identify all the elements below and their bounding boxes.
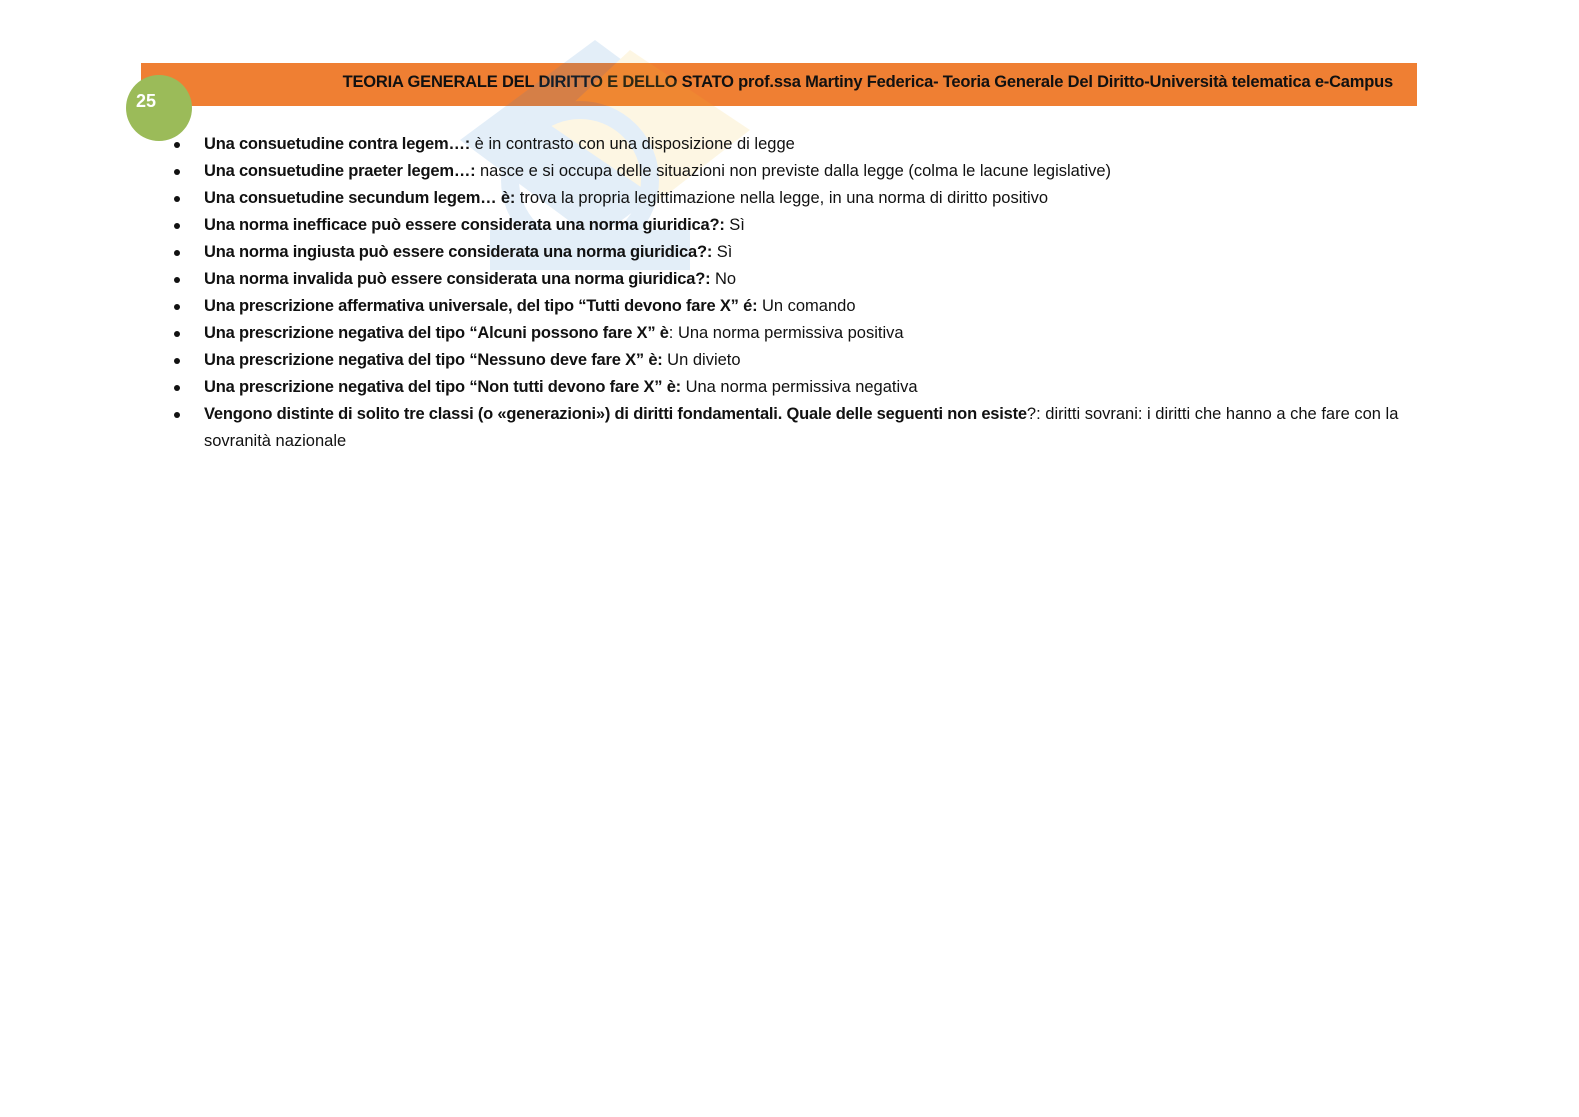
answer-text: No bbox=[710, 270, 737, 288]
answer-text: Un divieto bbox=[662, 351, 741, 369]
document-header-title: TEORIA GENERALE DEL DIRITTO E DELLO STATO prof.ssa Martiny Federica- Teoria Generale Del Diritto-Università telematica e-Campus bbox=[342, 73, 1393, 91]
bullet-icon bbox=[174, 142, 180, 148]
question-text: Una consuetudine praeter legem…: bbox=[204, 162, 476, 180]
qa-bullet-list bbox=[174, 131, 1414, 455]
bullet-icon bbox=[174, 412, 180, 418]
answer-text: trova la propria legittimazione nella legge, in una norma di diritto positivo bbox=[515, 189, 1049, 207]
question-text: Una norma invalida può essere considerata una norma giuridica?: bbox=[204, 270, 711, 288]
list-item bbox=[174, 293, 1414, 320]
answer-text: : Una norma permissiva positiva bbox=[668, 324, 904, 342]
list-item bbox=[174, 266, 1414, 293]
list-item bbox=[174, 347, 1414, 374]
answer-text: Sì bbox=[724, 216, 745, 234]
list-item bbox=[174, 158, 1414, 185]
bullet-icon bbox=[174, 385, 180, 391]
bullet-icon bbox=[174, 304, 180, 310]
list-item bbox=[174, 374, 1414, 401]
bullet-icon bbox=[174, 196, 180, 202]
bullet-icon bbox=[174, 277, 180, 283]
answer-text: nasce e si occupa delle situazioni non previste dalla legge (colma le lacune legislative) bbox=[475, 162, 1112, 180]
bullet-icon bbox=[174, 250, 180, 256]
list-item bbox=[174, 131, 1414, 158]
answer-text: Un comando bbox=[757, 297, 856, 315]
answer-text: Una norma permissiva negativa bbox=[680, 378, 918, 396]
list-item bbox=[174, 212, 1414, 239]
list-item bbox=[174, 239, 1414, 266]
list-item bbox=[174, 185, 1414, 212]
header-band bbox=[141, 63, 1417, 106]
question-text: Una consuetudine contra legem…: bbox=[204, 135, 471, 153]
bullet-icon bbox=[174, 223, 180, 229]
list-item bbox=[174, 320, 1414, 347]
list-item bbox=[174, 401, 1414, 455]
question-text: Una consuetudine secundum legem… è: bbox=[204, 189, 516, 207]
question-text: Una norma ingiusta può essere considerata una norma giuridica?: bbox=[204, 243, 713, 261]
answer-text: è in contrasto con una disposizione di legge bbox=[470, 135, 795, 153]
question-text: Una prescrizione negativa del tipo “Nessuno deve fare X” è: bbox=[204, 351, 663, 369]
bullet-icon bbox=[174, 169, 180, 175]
question-text: Una prescrizione negativa del tipo “Alcuni possono fare X” è bbox=[204, 324, 669, 342]
bullet-icon bbox=[174, 331, 180, 337]
question-text: Una norma inefficace può essere considerata una norma giuridica?: bbox=[204, 216, 725, 234]
question-text: Vengono distinte di solito tre classi (o «generazioni») di diritti fondamentali. Quale delle seguenti non esiste bbox=[204, 405, 1027, 423]
question-text: Una prescrizione affermativa universale, del tipo “Tutti devono fare X” é: bbox=[204, 297, 758, 315]
bullet-icon bbox=[174, 358, 180, 364]
answer-text: Sì bbox=[712, 243, 733, 261]
answer-text: ?: diritti sovrani: i diritti che hanno a che fare con la sovranità nazionale bbox=[204, 405, 1399, 450]
page-number: 25 bbox=[135, 91, 157, 111]
question-text: Una prescrizione negativa del tipo “Non tutti devono fare X” è: bbox=[204, 378, 681, 396]
